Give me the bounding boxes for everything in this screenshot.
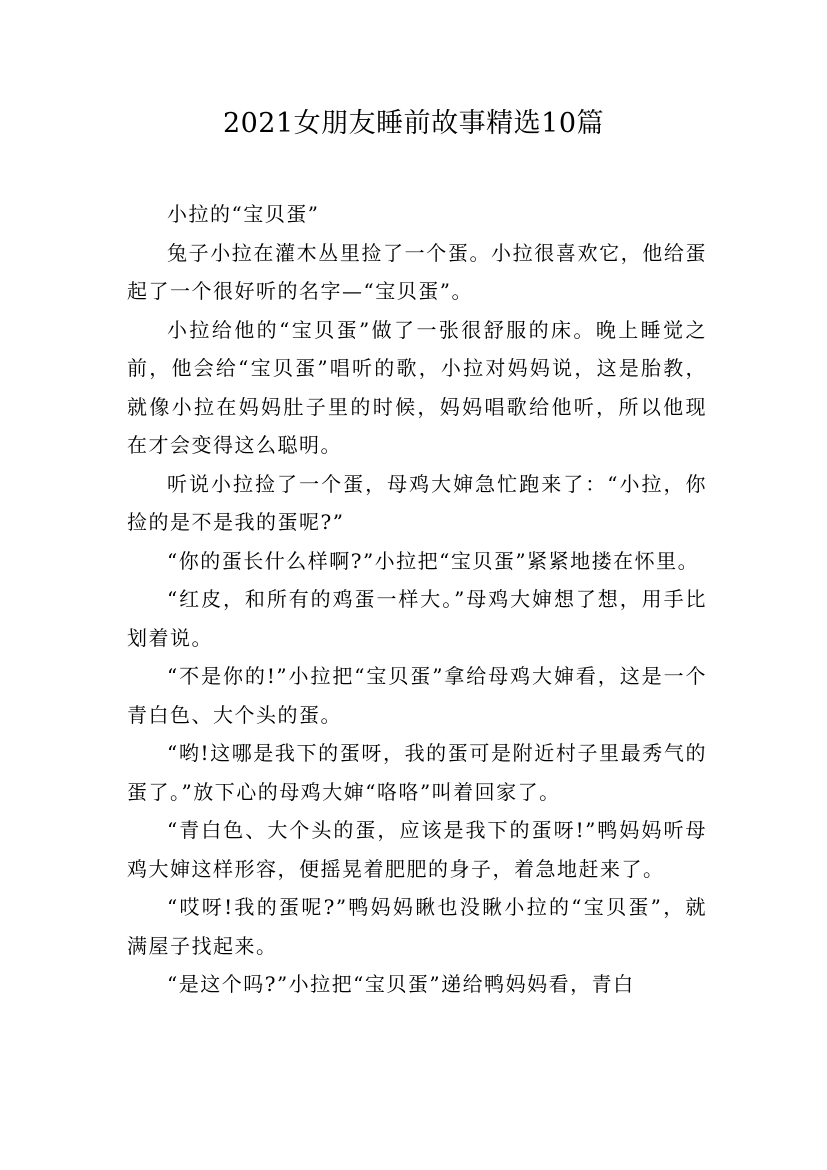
paragraph: “红皮，和所有的鸡蛋一样大。”母鸡大婶想了想，用手比划着说。 [127,587,707,650]
paragraph: “哟!这哪是我下的蛋呀，我的蛋可是附近村子里最秀气的蛋了。”放下心的母鸡大婶“咯咯”叫着回家了。 [127,741,707,804]
paragraph: “青白色、大个头的蛋，应该是我下的蛋呀!”鸭妈妈听母鸡大婶这样形容，便摇晃着肥肥的身子，着急地赶来了。 [127,818,707,881]
document-body [127,195,707,1004]
story-subtitle: 小拉的“宝贝蛋” [167,202,320,226]
paragraph: “是这个吗?”小拉把“宝贝蛋”递给鸭妈妈看，青白 [167,972,635,996]
paragraph: “哎呀!我的蛋呢?”鸭妈妈瞅也没瞅小拉的“宝贝蛋”，就满屋子找起来。 [127,895,707,958]
paragraph: “不是你的!”小拉把“宝贝蛋”拿给母鸡大婶看，这是一个青白色、大个头的蛋。 [127,664,707,727]
paragraph: 小拉给他的“宝贝蛋”做了一张很舒服的床。晚上睡觉之前，他会给“宝贝蛋”唱听的歌，小拉对妈妈说，这是胎教，就像小拉在妈妈肚子里的时候，妈妈唱歌给他听，所以他现在才会变得这么聪明。 [127,317,707,457]
paragraph: “你的蛋长什么样啊?”小拉把“宝贝蛋”紧紧地搂在怀里。 [167,548,700,573]
document-title: 2021女朋友睡前故事精选10篇 [222,108,605,139]
paragraph: 听说小拉捡了一个蛋，母鸡大婶急忙跑来了：“小拉，你捡的是不是我的蛋呢?” [127,471,707,534]
paragraph: 兔子小拉在灌木丛里捡了一个蛋。小拉很喜欢它，他给蛋起了一个很好听的名字—“宝贝蛋”。 [127,240,707,303]
